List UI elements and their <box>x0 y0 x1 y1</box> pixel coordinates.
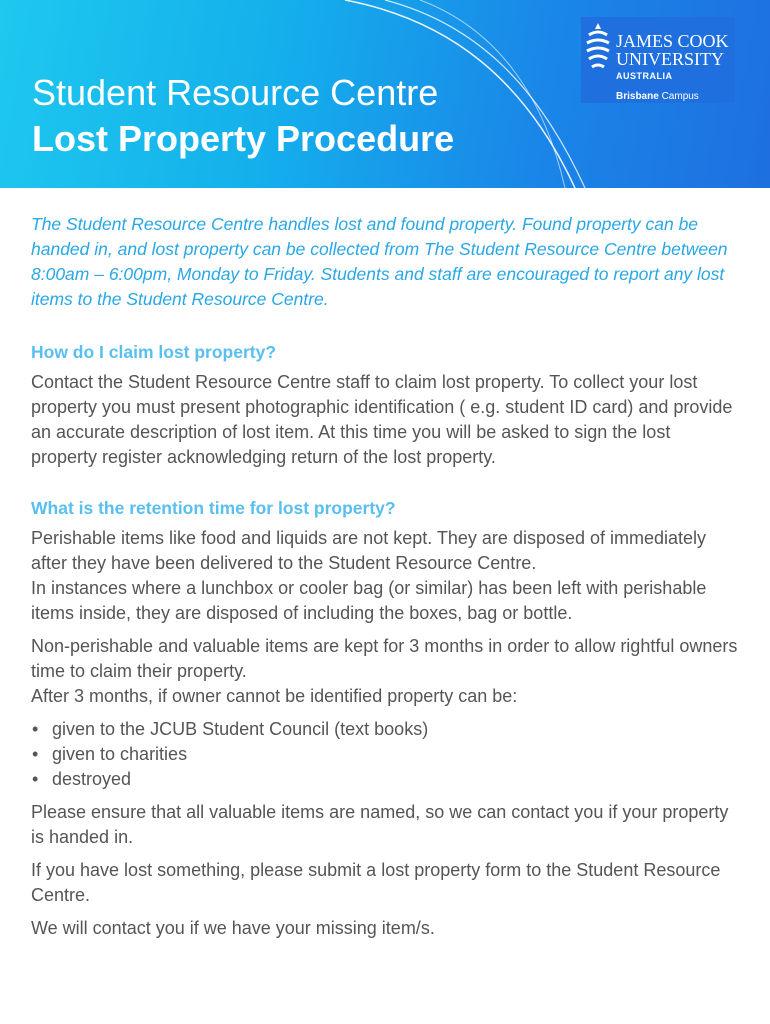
page-title-line2: Lost Property Procedure <box>32 118 455 159</box>
lost-form-note: If you have lost something, please submit a lost property form to the Student Resource Centre. <box>31 860 721 905</box>
disposal-list <box>31 717 741 792</box>
list-item: • given to the JCUB Student Council (text books) <box>31 717 741 742</box>
section-claim-body: Contact the Student Resource Centre staff to claim lost property. To collect your lost property you must present photographic identification ( e.g. student ID card) and provide an accurate description of lost item. At this time you will be asked to sign the lost property register acknowledging return of the lost property. <box>31 372 733 467</box>
section-heading-claim: How do I claim lost property? <box>31 342 277 362</box>
logo-text-james-cook: JAMES COOK <box>616 31 729 51</box>
logo-campus-bold: Brisbane <box>616 91 659 102</box>
perishable-line1: Perishable items like food and liquids are not kept. They are disposed of immediately after they have been delivered to the Student Resource Centre. <box>31 528 707 573</box>
jcu-logo <box>581 17 735 103</box>
retention-perishable <box>31 526 741 626</box>
retention-nonperishable <box>31 634 741 709</box>
list-item: • destroyed <box>31 767 741 792</box>
nonperishable-line2: After 3 months, if owner cannot be identified property can be: <box>31 686 518 706</box>
contact-note: We will contact you if we have your missing item/s. <box>31 918 435 938</box>
valuables-note: Please ensure that all valuable items are named, so we can contact you if your property is handed in. <box>31 802 729 847</box>
jcu-waves-logo-icon <box>581 19 615 79</box>
perishable-line2: In instances where a lunchbox or cooler bag (or similar) has been left with perishable items inside, they are disposed of including the boxes, bag or bottle. <box>31 578 707 623</box>
list-item: • given to charities <box>31 742 741 767</box>
nonperishable-line1: Non-perishable and valuable items are kept for 3 months in order to allow rightful owners time to claim their property. <box>31 636 738 681</box>
document-body <box>31 212 741 949</box>
logo-campus <box>616 91 699 102</box>
page-title-line1: Student Resource Centre <box>32 72 439 113</box>
section-heading-retention: What is the retention time for lost property? <box>31 498 396 518</box>
header-banner <box>0 0 770 188</box>
logo-campus-rest: Campus <box>658 91 699 102</box>
logo-text-university: UNIVERSITY <box>616 49 724 69</box>
logo-text-australia: AUSTRALIA <box>616 71 673 81</box>
intro-paragraph: The Student Resource Centre handles lost and found property. Found property can be handed in, and lost property can be collected from The Student Resource Centre between 8:00am – 6:00pm, Monday to Friday. Students and staff are encouraged to report any lost items to the Student Resource Centre. <box>31 214 728 309</box>
